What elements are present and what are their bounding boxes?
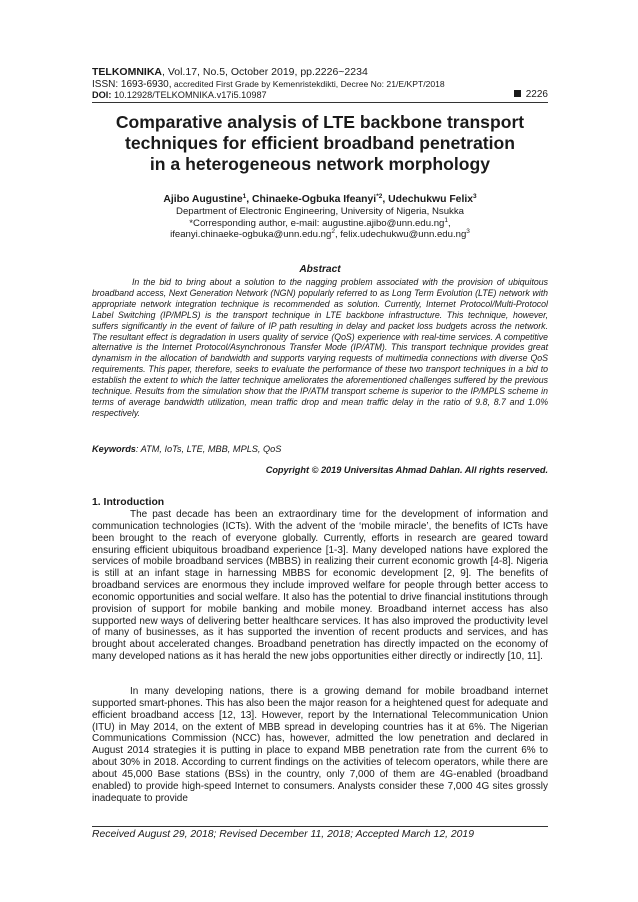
keywords-line [92,444,548,454]
email-2: ifeanyi.chinaeke-ogbuka@unn.edu.ng [170,229,332,240]
author-list [92,193,548,206]
author-separator: , [246,194,253,205]
corresponding-sup: 1 [444,216,449,224]
title-line-2: techniques for efficient broadband penetration [124,133,516,153]
abstract-text: In the bid to bring about a solution to the nagging problem associated with the provision of ubiquitous broadband access, Next Generation Network (NGN) popularly referred to as Long Term Evolution (LTE) network with appropriate network integration technique is recommended as solution. Currently, Internet Protocol/Multi-Protocol Label Switching (IP/MPLS) is the transport technique in LTE backbone infrastructure. This technique, however, suffers significantly in the event of failure of IP path resulting in delay and packet loss budgets across the network. The resultant effect is degradation in users quality of service (QoS) experience with real-time services. A competitive alternative is the Internet Protocol/Asynchronous Transfer Mode (IP/ATM). This transport technique provides great dynamism in the allocation of bandwidth and supports varying requests of multimedia connections with diverse QoS requirements. This paper, therefore, seeks to evaluate the performance of these two transport techniques in a bid to establish the extent to which the latter technique ameliorates the aforementioned challenges suffered by the previous technique. Results from the simulation show that the IP/ATM transport scheme is superior to the IP/MPLS scheme in terms of average bandwidth utilization, mean traffic drop and mean traffic delay in the ratio of 9.8, 8.7 and 1.0% respectively. [92,277,548,418]
email-3-sup: 3 [466,228,470,235]
email-2-sup: 2 [331,228,335,235]
author-2: Chinaeke-Ogbuka Ifeanyi [252,194,377,205]
corresponding-comma: , [448,217,451,229]
abstract-heading: Abstract [299,264,341,275]
accreditation-note: accredited First Grade by Kemenristekdikti, Decree No: 21/E/KPT/2018 [171,79,445,89]
affiliation-block [92,206,548,241]
issn: ISSN: 1693-6930, [92,79,172,90]
received-dates: Received August 29, 2018; Revised December 11, 2018; Accepted March 12, 2019 [92,829,474,840]
square-bullet-icon [514,90,521,97]
corresponding-email: *Corresponding author, e-mail: augustine.ajibo@unn.edu.ng [189,217,445,229]
author-emails [92,229,548,241]
intro-paragraph-1: The past decade has been an extraordinary time for the development of information and communication technologies (ICTs). With the advent of the ‘mobile miracle’, the benefits of ICTs have been brought to the reach of everyone globally. Currently, efforts in research are geared toward ensuring efficient ubiquitous broadband experience [1-3]. Many developed nations have explored the services of mobile broadband services (MBBS) in realizing their current economic growth [4-8]. Nigeria is still at an infant stage in harnessing MBBS for economic development [2, 9]. The benefits of broadband services are enormous they include improved welfare for people through better access to economic opportunities and social welfare. It also has the potential to drive financial institutions through provision of support for mobile banking and mobile money. Broadband internet access has also supported new ways of delivering better healthcare services. It has also improved the productivity level of many of businesses, as it has supported the invention of recent products and services, and has brought about accelerated changes. Broadband penetration has directly impacted on the economy of many developed nations as it has herald the new jobs opportunities either directly or indirectly [10, 11]. [92,509,548,663]
footer-rule [92,826,548,827]
paper-title [92,112,548,175]
author-separator: , [382,194,389,205]
author-3: Udechukwu Felix [388,194,474,205]
author-1: Ajibo Augustine [163,194,243,205]
journal-name: TELKOMNIKA [92,66,162,78]
author-1-affil: 1 [242,193,247,200]
keywords-list: : ATM, IoTs, LTE, MBB, MPLS, QoS [135,444,282,454]
doi-label: DOI: [92,90,112,100]
doi-line [92,89,548,101]
corresponding-author [92,218,548,230]
title-line-1: Comparative analysis of LTE backbone transport [115,112,525,132]
affiliation: Department of Electronic Engineering, University of Nigeria, Nsukka [176,206,464,217]
page-number [514,89,548,101]
email-3: , felix.udechukwu@unn.edu.ng [334,229,467,240]
page-number-value: 2226 [525,89,548,100]
doi-value: 10.12928/TELKOMNIKA.v17i5.10987 [111,90,267,100]
copyright-notice: Copyright © 2019 Universitas Ahmad Dahlan. All rights reserved. [265,465,548,475]
title-line-3: in a heterogeneous network morphology [149,154,491,174]
journal-citation: , Vol.17, No.5, October 2019, pp.2226~2234 [162,66,368,78]
header-rule [92,102,548,103]
intro-paragraph-2: In many developing nations, there is a growing demand for mobile broadband internet supported smart-phones. This has also been the major reason for a heightened quest for adequate and efficient broadband access [12, 13]. However, report by the International Telecommunication Union (ITU) in May 2014, on the extent of MBB spread in developing countries has it at 6%. The Nigerian Communications Commission (NCC) has, however, admitted the low penetration and declared in August 2014 strategies it is putting in place to expand MBB penetration rate from the current 6% to about 30% in 2018. According to current findings on the activities of telecom operators, while there are about 45,000 Base stations (BSs) in the country, only 7,000 of them are 4G-enabled (broadband enabled) to provide high-speed Internet to consumers. Analysts consider these 7,000 4G sites grossly inadequate to provide [92,686,548,804]
author-3-affil: 3 [473,193,477,200]
author-2-affil: *2 [376,193,383,200]
section-heading-introduction: 1. Introduction [92,497,165,508]
keywords-label: Keywords [92,444,136,454]
